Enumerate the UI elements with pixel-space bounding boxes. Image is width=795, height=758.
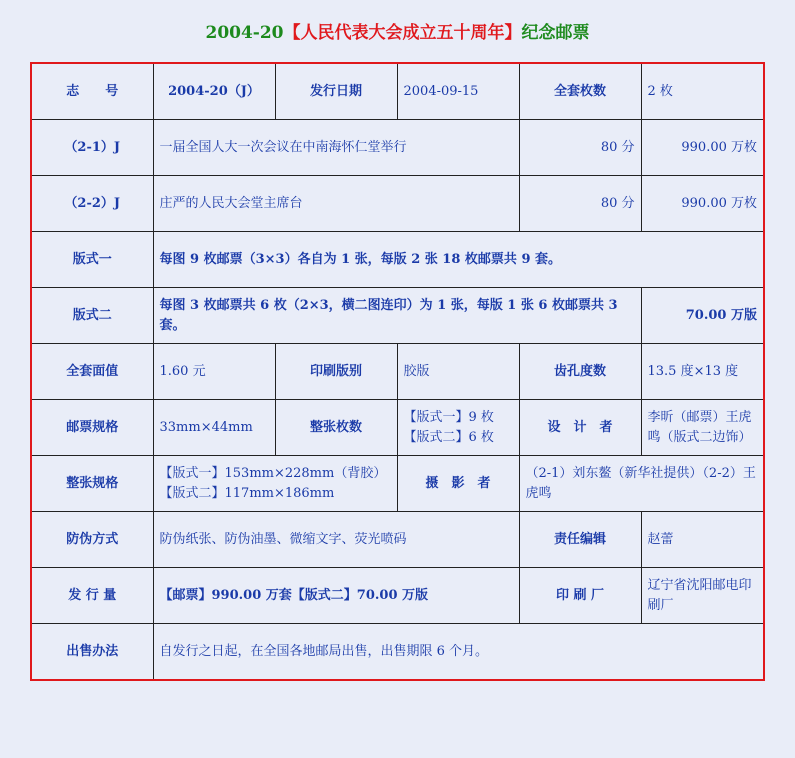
title-year-code: 2004-20 xyxy=(205,23,284,43)
print-method-value: 胶版 xyxy=(397,344,519,400)
set-count-label: 全套枚数 xyxy=(519,63,641,120)
table-row xyxy=(31,512,764,568)
face-value: 1.60 元 xyxy=(153,344,275,400)
perforation-label: 齿孔度数 xyxy=(519,344,641,400)
sale-label: 出售办法 xyxy=(31,624,153,681)
sheet-spec-label: 整张规格 xyxy=(31,456,153,512)
format1-value: 每图 9 枚邮票（3×3）各自为 1 张，每版 2 张 18 枚邮票共 9 套。 xyxy=(153,232,764,288)
sheet-count-line2: 【版式二】6 枚 xyxy=(403,429,494,445)
sheet-count-value xyxy=(397,400,519,456)
stamp1-issue: 990.00 万枚 xyxy=(641,120,764,176)
stamp1-name: 一届全国人大一次会议在中南海怀仁堂举行 xyxy=(153,120,519,176)
circulation-label: 发 行 量 xyxy=(31,568,153,624)
stamp-info-table xyxy=(30,62,765,681)
format2-value: 每图 3 枚邮票共 6 枚（2×3，横二图连印）为 1 张，每版 1 张 6 枚邮票共 3 套。 xyxy=(153,288,641,344)
table-row xyxy=(31,624,764,681)
stamp2-face: 80 分 xyxy=(519,176,641,232)
anti-fake-label: 防伪方式 xyxy=(31,512,153,568)
anti-fake-value: 防伪纸张、防伪油墨、微缩文字、荧光喷码 xyxy=(153,512,519,568)
sheet-count-line1: 【版式一】9 枚 xyxy=(403,409,494,425)
title-suffix: 纪念邮票 xyxy=(521,23,590,43)
table-row xyxy=(31,232,764,288)
format2-amount: 70.00 万版 xyxy=(641,288,764,344)
title-stamp-name: 【人民代表大会成立五十周年】 xyxy=(283,23,522,43)
set-count-value: 2 枚 xyxy=(641,63,764,120)
table-row xyxy=(31,176,764,232)
stamp2-name: 庄严的人民大会堂主席台 xyxy=(153,176,519,232)
table-row xyxy=(31,120,764,176)
photographer-label: 摄 影 者 xyxy=(397,456,519,512)
sheet-count-label: 整张枚数 xyxy=(275,400,397,456)
circulation-value: 【邮票】990.00 万套【版式二】70.00 万版 xyxy=(153,568,519,624)
designer-value: 李昕（邮票）王虎鸣（版式二边饰） xyxy=(641,400,764,456)
editor-value: 赵蕾 xyxy=(641,512,764,568)
perforation-value: 13.5 度×13 度 xyxy=(641,344,764,400)
table-row xyxy=(31,400,764,456)
zhihao-label: 志 号 xyxy=(31,63,153,120)
format1-label: 版式一 xyxy=(31,232,153,288)
table-row xyxy=(31,456,764,512)
issue-date-label: 发行日期 xyxy=(275,63,397,120)
sale-value: 自发行之日起，在全国各地邮局出售，出售期限 6 个月。 xyxy=(153,624,764,681)
stamp1-code: （2-1）J xyxy=(31,120,153,176)
stamp2-issue: 990.00 万枚 xyxy=(641,176,764,232)
page-title xyxy=(0,18,795,43)
face-value-label: 全套面值 xyxy=(31,344,153,400)
table-row xyxy=(31,288,764,344)
stamp-spec-value: 33mm×44mm xyxy=(153,400,275,456)
stamp-spec-label: 邮票规格 xyxy=(31,400,153,456)
printer-label: 印 刷 厂 xyxy=(519,568,641,624)
stamp2-code: （2-2）J xyxy=(31,176,153,232)
table-row xyxy=(31,344,764,400)
photographer-value: （2-1）刘东鳌（新华社提供）（2-2）王虎鸣 xyxy=(519,456,764,512)
sheet-spec-value: 【版式一】153mm×228mm（背胶）【版式二】117mm×186mm xyxy=(153,456,397,512)
table-row xyxy=(31,568,764,624)
print-method-label: 印刷版别 xyxy=(275,344,397,400)
stamp1-face: 80 分 xyxy=(519,120,641,176)
editor-label: 责任编辑 xyxy=(519,512,641,568)
table-row xyxy=(31,63,764,120)
designer-label: 设 计 者 xyxy=(519,400,641,456)
issue-date-value: 2004-09-15 xyxy=(397,63,519,120)
format2-label: 版式二 xyxy=(31,288,153,344)
zhihao-value: 2004-20（J） xyxy=(153,63,275,120)
printer-value: 辽宁省沈阳邮电印刷厂 xyxy=(641,568,764,624)
